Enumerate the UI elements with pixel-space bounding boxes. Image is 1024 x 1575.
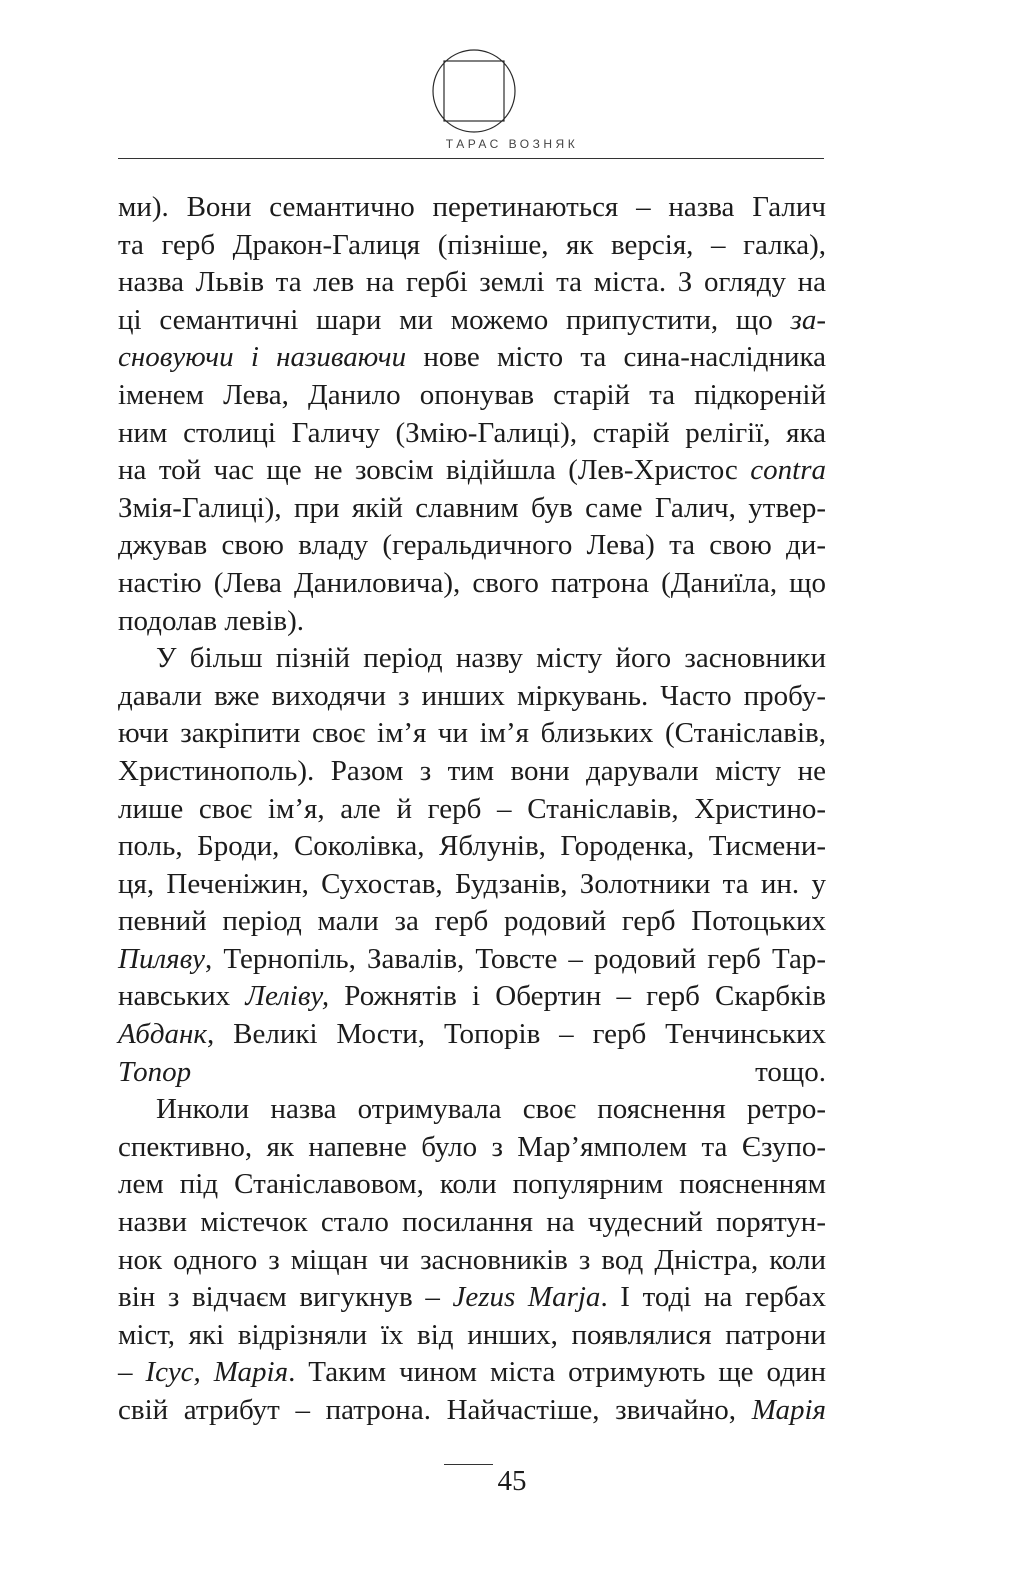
- text-segment: , Тернопіль, Завалів, Товсте – родовий герб Тар-: [205, 942, 826, 975]
- text-line: [118, 978, 826, 1016]
- text-segment: , Великі Мости, Топорів – герб Тенчинських: [206, 1018, 826, 1051]
- text-line: [118, 227, 826, 265]
- text-line: [118, 1354, 826, 1392]
- text-segment: ючи закріпити своє ім’я чи ім’я близьких (Станіславів,: [118, 717, 826, 750]
- text-line: [118, 1129, 826, 1167]
- text-line: [118, 490, 826, 528]
- text-line: [118, 1204, 826, 1242]
- italic-text: Ісус, Марія: [145, 1356, 289, 1389]
- text-segment: лише своє ім’я, але й герб – Станіславів, Христино-: [118, 792, 826, 825]
- text-line: [118, 866, 826, 904]
- text-segment: тощо.: [191, 1055, 826, 1088]
- text-segment: спективно, як напевне було з Мар’ямполем та Єзупо-: [118, 1130, 826, 1163]
- text-segment: назва Львів та лев на гербі землі та міста. З огляду на: [118, 266, 826, 299]
- text-segment: настію (Лева Даниловича), свого патрона (Даниїла, що: [118, 566, 826, 599]
- text-segment: Рожнятів і Обертин – герб Скарбків: [329, 980, 826, 1013]
- paragraph: [118, 189, 826, 640]
- running-head: ТАРАС ВОЗНЯК: [445, 137, 579, 151]
- text-segment: Христинополь). Разом з тим вони дарували місту не: [118, 754, 826, 787]
- header-rule: [118, 158, 824, 159]
- text-line: [118, 1279, 826, 1317]
- circle-square-emblem-icon: [431, 48, 517, 134]
- paragraph: [118, 1091, 826, 1429]
- text-line: [118, 452, 826, 490]
- italic-text: сновуючи і називаючи: [118, 341, 407, 374]
- text-line: [118, 640, 826, 678]
- text-line: [118, 1317, 826, 1355]
- text-line: [118, 339, 826, 377]
- text-line: [118, 791, 826, 829]
- text-segment: він з відчаєм вигукнув –: [118, 1281, 453, 1314]
- italic-text: Jezus Marja: [452, 1281, 601, 1314]
- text-segment: давали вже виходячи з инших міркувань. Часто пробу-: [118, 679, 826, 712]
- text-line: [118, 377, 826, 415]
- text-segment: У більш пізній період назву місту його засновники: [156, 642, 826, 675]
- text-segment: лем під Станіславовом, коли популярним поясненням: [118, 1168, 826, 1201]
- text-line: [118, 1054, 826, 1092]
- text-line: [118, 1166, 826, 1204]
- text-segment: іменем Лева, Данило опонував старій та підкореній: [118, 378, 826, 411]
- text-segment: поль, Броди, Соколівка, Яблунів, Городенка, Тисмени-: [118, 830, 826, 863]
- text-line: [118, 715, 826, 753]
- text-line: [118, 1016, 826, 1054]
- text-segment: певний період мали за герб родовий герб Потоцьких: [118, 905, 826, 938]
- text-segment: нове місто та сина-наслідника: [406, 341, 826, 374]
- text-segment: Инколи назва отримувала своє пояснення ретро-: [156, 1093, 826, 1126]
- text-segment: ця, Печеніжин, Сухостав, Будзанів, Золотники та ин. у: [118, 867, 826, 900]
- text-segment: ним столиці Галичу (Змію-Галиці), старій релігії, яка: [118, 416, 826, 449]
- paragraph: [118, 640, 826, 1091]
- text-segment: навських: [118, 980, 246, 1013]
- text-line: [118, 678, 826, 716]
- text-segment: –: [118, 1356, 146, 1389]
- text-line: [118, 941, 826, 979]
- text-line: [118, 1242, 826, 1280]
- text-segment: свій атрибут – патрона. Найчастіше, звичайно,: [118, 1394, 752, 1426]
- text-segment: . І тоді на гербах: [600, 1281, 826, 1314]
- text-segment: Змія-Галиці), при якій славним був саме Галич, утвер-: [118, 491, 826, 524]
- text-line: [118, 565, 826, 603]
- text-line: [118, 189, 826, 227]
- text-segment: на той час ще не зовсім відійшла (Лев-Христос: [118, 454, 751, 487]
- text-segment: джував свою владу (геральдичного Лева) та свою ди-: [118, 529, 826, 562]
- text-segment: ці семантичні шари ми можемо припустити, що: [118, 303, 791, 336]
- text-line: [118, 753, 826, 791]
- text-segment: подолав левів).: [118, 604, 305, 637]
- body-text: [118, 189, 826, 1430]
- text-line: [118, 903, 826, 941]
- text-line: [118, 264, 826, 302]
- text-line: [118, 603, 826, 641]
- text-segment: . Таким чином міста отримують ще один: [288, 1356, 826, 1389]
- italic-text: contra: [750, 454, 826, 487]
- italic-text: Пиляву: [118, 942, 206, 975]
- italic-text: Леліву,: [245, 980, 330, 1013]
- text-segment: назви містечок стало посилання на чудесний порятун-: [118, 1206, 826, 1239]
- text-line: [118, 828, 826, 866]
- italic-text: Топор: [118, 1055, 192, 1088]
- text-line: [118, 1091, 826, 1129]
- italic-text: Абданк: [118, 1018, 207, 1051]
- italic-text: Марія: [751, 1394, 826, 1426]
- text-line: [118, 1392, 826, 1430]
- text-segment: та герб Дракон-Галиця (пізніше, як версія, – галка),: [118, 228, 826, 261]
- text-segment: нок одного з міщан чи засновників з вод Дністра, коли: [118, 1243, 826, 1276]
- text-line: [118, 415, 826, 453]
- italic-text: за-: [790, 303, 826, 336]
- text-line: [118, 302, 826, 340]
- page-number: 45: [497, 1465, 527, 1497]
- text-line: [118, 527, 826, 565]
- text-segment: міст, які відрізняли їх від инших, появлялися патрони: [118, 1318, 826, 1351]
- text-segment: ми). Вони семантично перетинаються – назва Галич: [118, 191, 826, 223]
